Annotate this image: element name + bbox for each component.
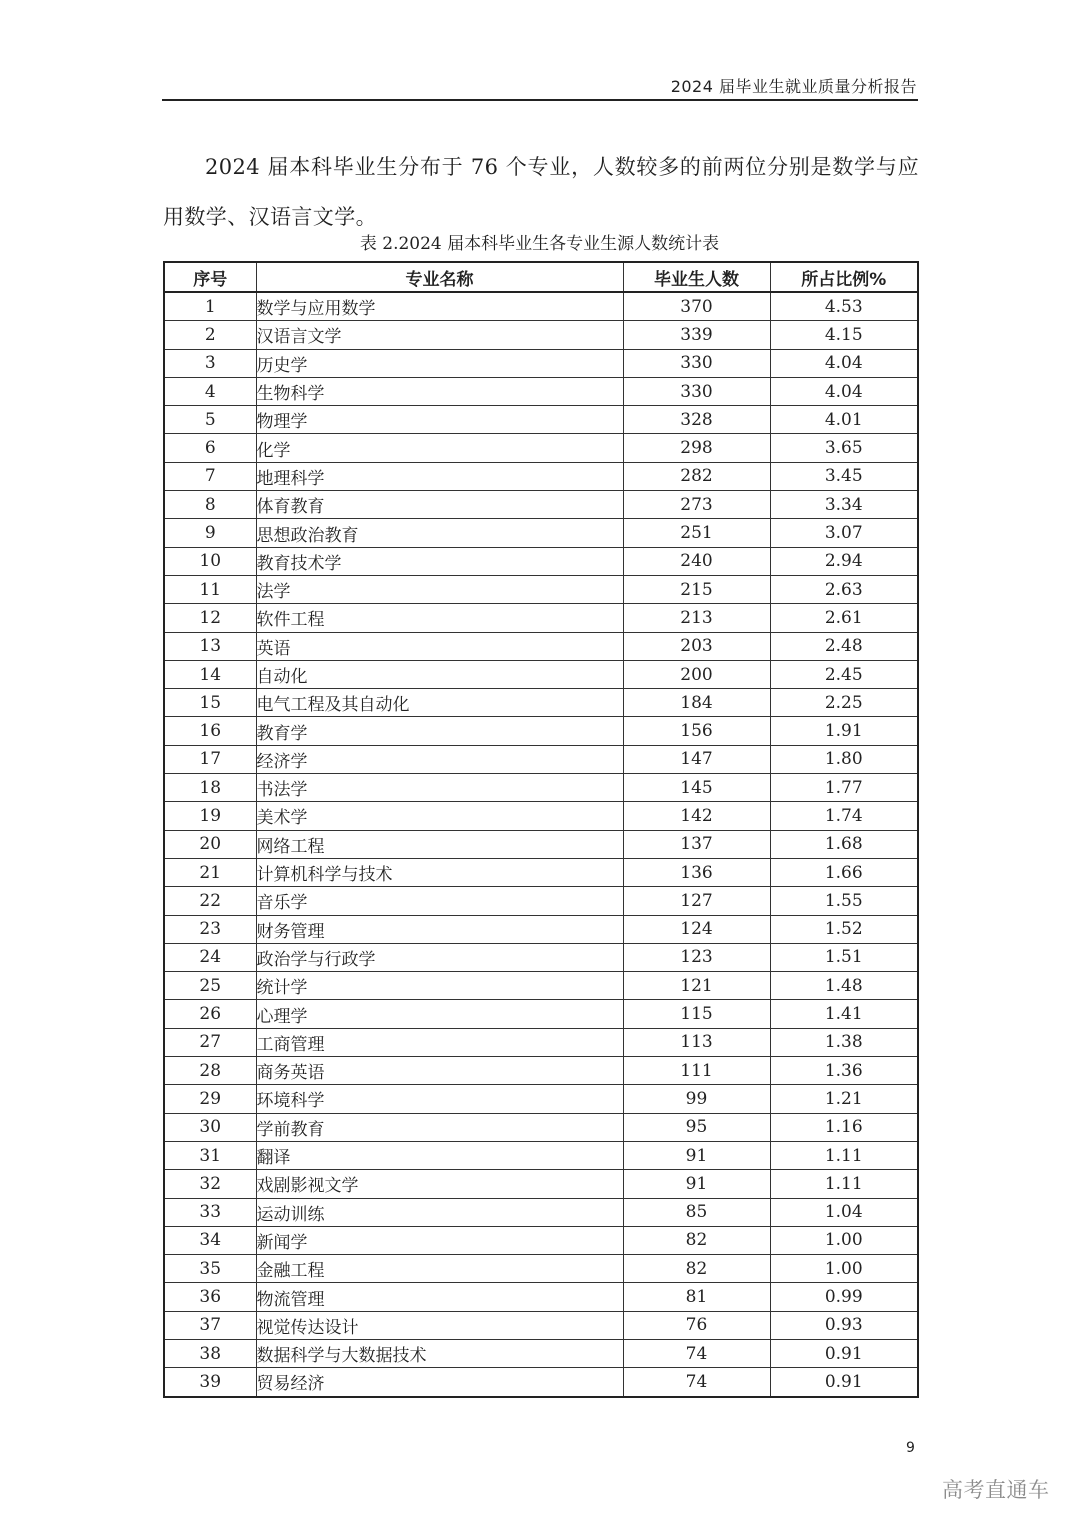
row-percentage: 2.45 — [770, 660, 918, 688]
row-major-name: 思想政治教育 — [256, 519, 623, 547]
row-percentage: 1.68 — [770, 830, 918, 858]
row-graduate-count: 330 — [623, 349, 770, 377]
row-graduate-count: 82 — [623, 1226, 770, 1254]
table-row — [164, 377, 918, 405]
row-percentage: 4.53 — [770, 292, 918, 321]
row-major-name: 书法学 — [256, 774, 623, 802]
row-index: 3 — [164, 349, 256, 377]
column-header-graduate-count: 毕业生人数 — [623, 262, 770, 292]
row-index: 32 — [164, 1170, 256, 1198]
row-major-name: 新闻学 — [256, 1226, 623, 1254]
row-major-name: 软件工程 — [256, 604, 623, 632]
row-percentage: 4.04 — [770, 349, 918, 377]
row-index: 35 — [164, 1255, 256, 1283]
table-row — [164, 802, 918, 830]
row-graduate-count: 111 — [623, 1057, 770, 1085]
row-index: 9 — [164, 519, 256, 547]
row-index: 4 — [164, 377, 256, 405]
watermark: 高考直通车 — [942, 1478, 1050, 1502]
row-graduate-count: 123 — [623, 943, 770, 971]
row-graduate-count: 142 — [623, 802, 770, 830]
row-index: 22 — [164, 887, 256, 915]
row-graduate-count: 370 — [623, 292, 770, 321]
row-percentage: 2.94 — [770, 547, 918, 575]
table-row — [164, 972, 918, 1000]
row-index: 14 — [164, 660, 256, 688]
row-percentage: 1.38 — [770, 1028, 918, 1056]
row-percentage: 2.48 — [770, 632, 918, 660]
row-index: 39 — [164, 1368, 256, 1397]
table-row — [164, 717, 918, 745]
row-index: 19 — [164, 802, 256, 830]
row-graduate-count: 137 — [623, 830, 770, 858]
row-index: 18 — [164, 774, 256, 802]
row-major-name: 地理科学 — [256, 462, 623, 490]
row-percentage: 1.55 — [770, 887, 918, 915]
table-row — [164, 1141, 918, 1169]
table-row — [164, 519, 918, 547]
row-percentage: 3.65 — [770, 434, 918, 462]
row-percentage: 0.99 — [770, 1283, 918, 1311]
table-row — [164, 349, 918, 377]
row-graduate-count: 298 — [623, 434, 770, 462]
table-row — [164, 1113, 918, 1141]
table-row — [164, 915, 918, 943]
row-percentage: 1.00 — [770, 1255, 918, 1283]
row-graduate-count: 145 — [623, 774, 770, 802]
row-graduate-count: 136 — [623, 858, 770, 886]
row-percentage: 2.63 — [770, 575, 918, 603]
row-major-name: 学前教育 — [256, 1113, 623, 1141]
row-graduate-count: 328 — [623, 406, 770, 434]
row-major-name: 贸易经济 — [256, 1368, 623, 1397]
row-graduate-count: 330 — [623, 377, 770, 405]
row-graduate-count: 95 — [623, 1113, 770, 1141]
table-row — [164, 689, 918, 717]
row-major-name: 法学 — [256, 575, 623, 603]
row-major-name: 网络工程 — [256, 830, 623, 858]
row-graduate-count: 156 — [623, 717, 770, 745]
row-major-name: 心理学 — [256, 1000, 623, 1028]
row-percentage: 1.77 — [770, 774, 918, 802]
row-major-name: 电气工程及其自动化 — [256, 689, 623, 717]
row-percentage: 3.34 — [770, 491, 918, 519]
row-index: 8 — [164, 491, 256, 519]
row-index: 37 — [164, 1311, 256, 1339]
row-major-name: 体育教育 — [256, 491, 623, 519]
row-percentage: 1.66 — [770, 858, 918, 886]
row-percentage: 1.51 — [770, 943, 918, 971]
row-major-name: 生物科学 — [256, 377, 623, 405]
row-major-name: 历史学 — [256, 349, 623, 377]
table-row — [164, 830, 918, 858]
row-percentage: 1.00 — [770, 1226, 918, 1254]
row-index: 28 — [164, 1057, 256, 1085]
table-row — [164, 1339, 918, 1367]
row-index: 15 — [164, 689, 256, 717]
row-index: 1 — [164, 292, 256, 321]
row-index: 29 — [164, 1085, 256, 1113]
table-row — [164, 1085, 918, 1113]
header-rule — [162, 99, 918, 101]
table-row — [164, 632, 918, 660]
row-index: 27 — [164, 1028, 256, 1056]
row-major-name: 政治学与行政学 — [256, 943, 623, 971]
table-row — [164, 1170, 918, 1198]
row-percentage: 0.93 — [770, 1311, 918, 1339]
table-row — [164, 406, 918, 434]
table-row — [164, 321, 918, 349]
row-graduate-count: 85 — [623, 1198, 770, 1226]
row-percentage: 0.91 — [770, 1368, 918, 1397]
row-graduate-count: 215 — [623, 575, 770, 603]
table-row — [164, 462, 918, 490]
row-major-name: 戏剧影视文学 — [256, 1170, 623, 1198]
row-percentage: 2.25 — [770, 689, 918, 717]
row-index: 13 — [164, 632, 256, 660]
row-major-name: 汉语言文学 — [256, 321, 623, 349]
row-index: 6 — [164, 434, 256, 462]
row-percentage: 2.61 — [770, 604, 918, 632]
row-index: 2 — [164, 321, 256, 349]
column-header-major-name: 专业名称 — [256, 262, 623, 292]
row-graduate-count: 81 — [623, 1283, 770, 1311]
row-index: 5 — [164, 406, 256, 434]
table-row — [164, 1283, 918, 1311]
row-major-name: 金融工程 — [256, 1255, 623, 1283]
row-graduate-count: 91 — [623, 1170, 770, 1198]
row-graduate-count: 282 — [623, 462, 770, 490]
table-row — [164, 887, 918, 915]
row-index: 20 — [164, 830, 256, 858]
row-graduate-count: 115 — [623, 1000, 770, 1028]
row-graduate-count: 213 — [623, 604, 770, 632]
table-row — [164, 1000, 918, 1028]
row-major-name: 翻译 — [256, 1141, 623, 1169]
table-row — [164, 943, 918, 971]
table-row — [164, 1198, 918, 1226]
table-row — [164, 745, 918, 773]
table-row — [164, 491, 918, 519]
page-number: 9 — [906, 1440, 915, 1456]
row-percentage: 1.48 — [770, 972, 918, 1000]
table-header-row — [164, 262, 918, 292]
table-row — [164, 292, 918, 321]
table-row — [164, 547, 918, 575]
row-index: 16 — [164, 717, 256, 745]
table-row — [164, 1255, 918, 1283]
row-percentage: 1.41 — [770, 1000, 918, 1028]
row-graduate-count: 251 — [623, 519, 770, 547]
row-index: 38 — [164, 1339, 256, 1367]
row-graduate-count: 76 — [623, 1311, 770, 1339]
row-graduate-count: 113 — [623, 1028, 770, 1056]
table-row — [164, 1057, 918, 1085]
row-graduate-count: 99 — [623, 1085, 770, 1113]
row-graduate-count: 184 — [623, 689, 770, 717]
row-graduate-count: 74 — [623, 1339, 770, 1367]
row-percentage: 1.36 — [770, 1057, 918, 1085]
row-index: 25 — [164, 972, 256, 1000]
row-index: 12 — [164, 604, 256, 632]
row-major-name: 数据科学与大数据技术 — [256, 1339, 623, 1367]
row-index: 7 — [164, 462, 256, 490]
row-index: 34 — [164, 1226, 256, 1254]
table-row — [164, 575, 918, 603]
row-percentage: 1.52 — [770, 915, 918, 943]
row-graduate-count: 203 — [623, 632, 770, 660]
table-row — [164, 1028, 918, 1056]
row-index: 10 — [164, 547, 256, 575]
row-percentage: 1.11 — [770, 1141, 918, 1169]
table-row — [164, 1368, 918, 1397]
row-percentage: 3.45 — [770, 462, 918, 490]
row-major-name: 经济学 — [256, 745, 623, 773]
row-major-name: 物理学 — [256, 406, 623, 434]
row-percentage: 3.07 — [770, 519, 918, 547]
row-index: 24 — [164, 943, 256, 971]
row-major-name: 音乐学 — [256, 887, 623, 915]
row-percentage: 1.74 — [770, 802, 918, 830]
row-major-name: 财务管理 — [256, 915, 623, 943]
intro-paragraph: 2024 届本科毕业生分布于 76 个专业，人数较多的前两位分别是数学与应用数学、汉语言文学。 — [163, 155, 919, 229]
row-graduate-count: 240 — [623, 547, 770, 575]
row-major-name: 物流管理 — [256, 1283, 623, 1311]
row-percentage: 4.01 — [770, 406, 918, 434]
row-graduate-count: 91 — [623, 1141, 770, 1169]
table-row — [164, 1226, 918, 1254]
row-major-name: 教育学 — [256, 717, 623, 745]
row-index: 31 — [164, 1141, 256, 1169]
row-major-name: 教育技术学 — [256, 547, 623, 575]
row-major-name: 数学与应用数学 — [256, 292, 623, 321]
row-index: 33 — [164, 1198, 256, 1226]
column-header-percentage: 所占比例% — [770, 262, 918, 292]
row-graduate-count: 74 — [623, 1368, 770, 1397]
row-index: 21 — [164, 858, 256, 886]
table-row — [164, 1311, 918, 1339]
row-graduate-count: 273 — [623, 491, 770, 519]
table-row — [164, 774, 918, 802]
row-index: 36 — [164, 1283, 256, 1311]
row-graduate-count: 124 — [623, 915, 770, 943]
row-percentage: 1.80 — [770, 745, 918, 773]
row-major-name: 计算机科学与技术 — [256, 858, 623, 886]
major-statistics-table — [163, 261, 919, 1398]
row-major-name: 视觉传达设计 — [256, 1311, 623, 1339]
row-index: 30 — [164, 1113, 256, 1141]
table-caption: 表 2.2024 届本科毕业生各专业生源人数统计表 — [359, 234, 720, 254]
column-header-index: 序号 — [164, 262, 256, 292]
row-percentage: 1.04 — [770, 1198, 918, 1226]
row-major-name: 自动化 — [256, 660, 623, 688]
table-row — [164, 434, 918, 462]
row-percentage: 0.91 — [770, 1339, 918, 1367]
row-percentage: 4.15 — [770, 321, 918, 349]
row-major-name: 英语 — [256, 632, 623, 660]
table-row — [164, 604, 918, 632]
row-index: 23 — [164, 915, 256, 943]
row-graduate-count: 339 — [623, 321, 770, 349]
row-percentage: 1.91 — [770, 717, 918, 745]
table-row — [164, 858, 918, 886]
table-body — [164, 292, 918, 1397]
row-graduate-count: 147 — [623, 745, 770, 773]
row-major-name: 美术学 — [256, 802, 623, 830]
row-graduate-count: 82 — [623, 1255, 770, 1283]
running-header: 2024 届毕业生就业质量分析报告 — [670, 77, 917, 96]
row-graduate-count: 127 — [623, 887, 770, 915]
row-major-name: 运动训练 — [256, 1198, 623, 1226]
row-index: 26 — [164, 1000, 256, 1028]
row-major-name: 商务英语 — [256, 1057, 623, 1085]
row-percentage: 1.11 — [770, 1170, 918, 1198]
row-percentage: 4.04 — [770, 377, 918, 405]
row-graduate-count: 121 — [623, 972, 770, 1000]
table-row — [164, 660, 918, 688]
row-major-name: 统计学 — [256, 972, 623, 1000]
row-graduate-count: 200 — [623, 660, 770, 688]
row-percentage: 1.16 — [770, 1113, 918, 1141]
row-major-name: 化学 — [256, 434, 623, 462]
row-major-name: 环境科学 — [256, 1085, 623, 1113]
row-index: 17 — [164, 745, 256, 773]
row-index: 11 — [164, 575, 256, 603]
row-percentage: 1.21 — [770, 1085, 918, 1113]
row-major-name: 工商管理 — [256, 1028, 623, 1056]
